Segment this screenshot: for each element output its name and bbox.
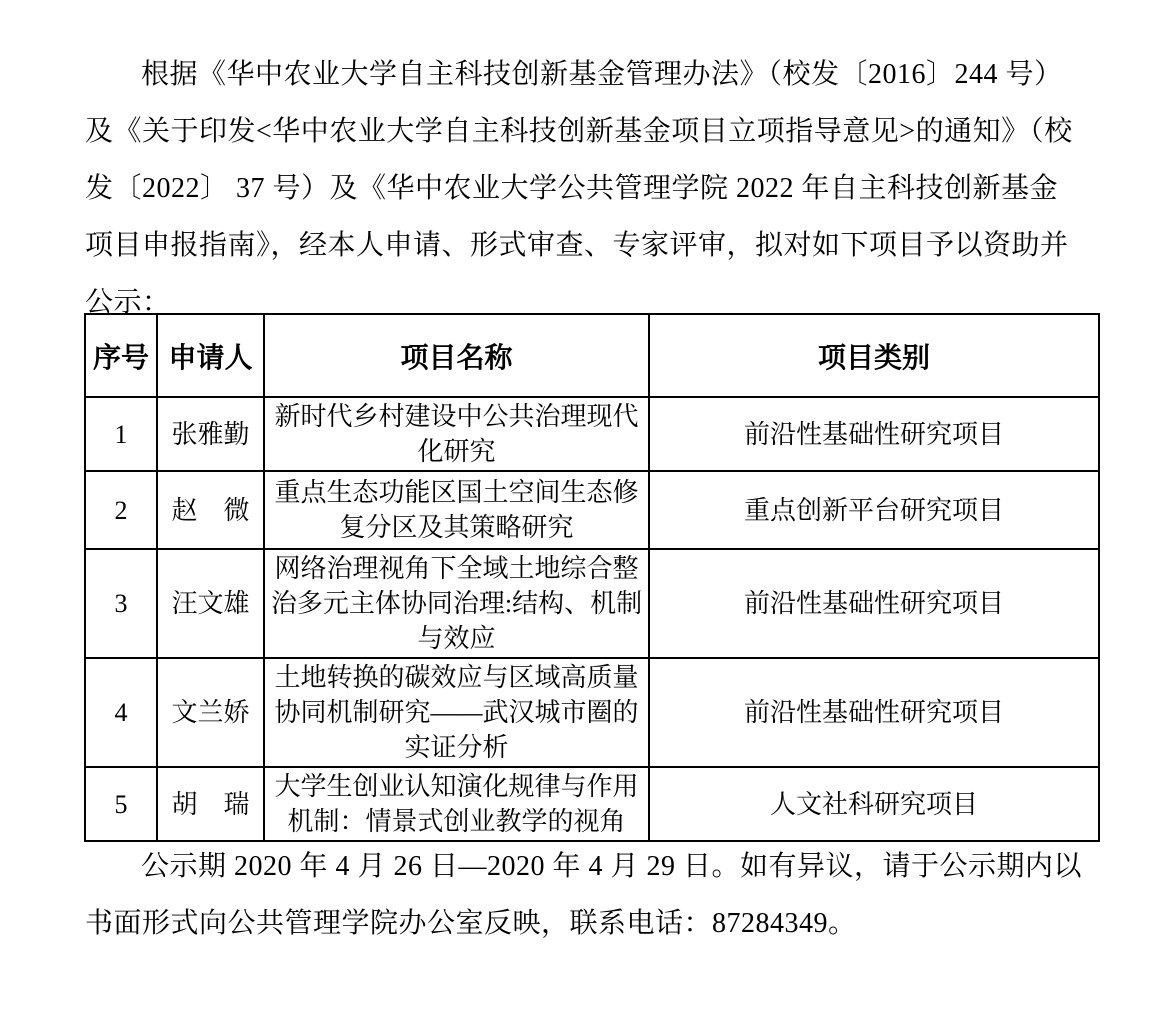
intro-line-4: 项目申报指南》，经本人申请、形式审查、专家评审，拟对如下项目予以资助并 (85, 230, 1069, 261)
cell-project-name: 大学生创业认知演化规律与作用机制：情景式创业教学的视角 (264, 767, 649, 841)
table-row (85, 397, 1099, 471)
cell-project-category: 前沿性基础性研究项目 (649, 658, 1099, 767)
cell-project-name: 重点生态功能区国土空间生态修复分区及其策略研究 (264, 471, 649, 549)
table-header-row (85, 314, 1099, 397)
cell-seq-no: 1 (85, 397, 157, 471)
col-header-project-category: 项目类别 (649, 314, 1099, 397)
intro-line-3: 发〔2022〕 37 号）及《华中农业大学公共管理学院 2022 年自主科技创新基金 (85, 173, 1059, 204)
cell-project-category: 前沿性基础性研究项目 (649, 397, 1099, 471)
funded-projects-table (84, 313, 1100, 842)
col-header-seq-no: 序号 (85, 314, 157, 397)
cell-seq-no: 2 (85, 471, 157, 549)
cell-applicant: 汪文雄 (157, 549, 264, 658)
table-row (85, 549, 1099, 658)
cell-project-category: 前沿性基础性研究项目 (649, 549, 1099, 658)
cell-project-category: 重点创新平台研究项目 (649, 471, 1099, 549)
intro-paragraph (85, 46, 1073, 331)
table-row (85, 767, 1099, 841)
col-header-project-name: 项目名称 (264, 314, 649, 397)
cell-project-name: 新时代乡村建设中公共治理现代化研究 (264, 397, 649, 471)
cell-seq-no: 3 (85, 549, 157, 658)
intro-line-5: 公示： (85, 287, 171, 318)
intro-line-1: 根据《华中农业大学自主科技创新基金管理办法》（校发〔2016〕244 号） (141, 59, 1063, 90)
closing-paragraph (85, 838, 1082, 952)
table-row (85, 658, 1099, 767)
table-row (85, 471, 1099, 549)
cell-seq-no: 5 (85, 767, 157, 841)
closing-line-1: 公示期 2020 年 4 月 26 日—2020 年 4 月 29 日。如有异议，请于公示期内以 (141, 851, 1083, 882)
cell-applicant: 赵 微 (157, 471, 264, 549)
cell-project-name: 网络治理视角下全域土地综合整治多元主体协同治理:结构、机制与效应 (264, 549, 649, 658)
closing-line-2: 书面形式向公共管理学院办公室反映，联系电话：87284349。 (85, 908, 857, 939)
cell-project-name: 土地转换的碳效应与区域高质量协同机制研究——武汉城市圈的实证分析 (264, 658, 649, 767)
cell-applicant: 胡 瑞 (157, 767, 264, 841)
cell-applicant: 张雅勤 (157, 397, 264, 471)
cell-project-category: 人文社科研究项目 (649, 767, 1099, 841)
col-header-applicant: 申请人 (157, 314, 264, 397)
cell-applicant: 文兰娇 (157, 658, 264, 767)
cell-seq-no: 4 (85, 658, 157, 767)
intro-line-2: 及《关于印发<华中农业大学自主科技创新基金项目立项指导意见>的通知》（校 (85, 116, 1073, 147)
